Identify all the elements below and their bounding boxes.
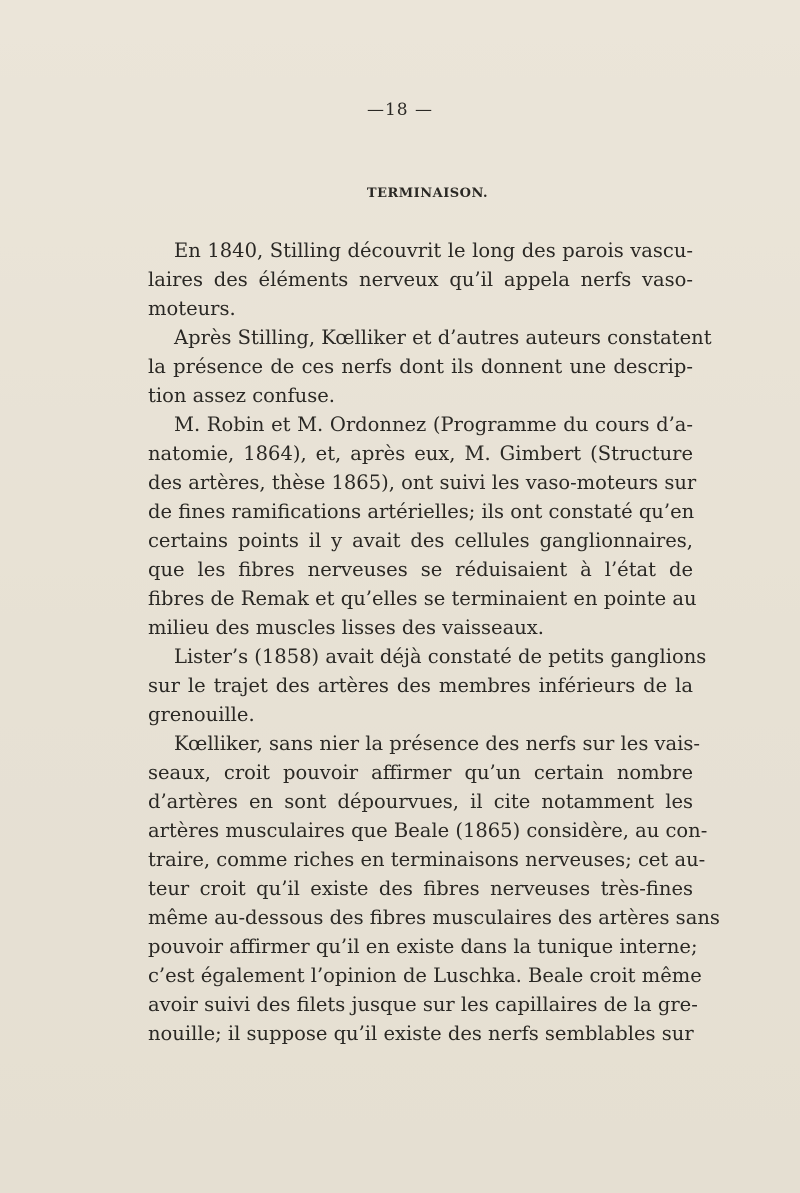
text-line: milieu des muscles lisses des vaisseaux. xyxy=(148,616,544,639)
text-line: nouille; il suppose qu’il existe des nerfs semblables sur xyxy=(148,1022,694,1045)
text-line: des artères, thèse 1865), ont suivi les vaso-moteurs sur xyxy=(148,471,697,494)
text-line: M. Robin et M. Ordonnez (Programme du cours d’a- xyxy=(174,413,693,436)
text-line: laires des éléments nerveux qu’il appela nerfs vaso- xyxy=(148,268,693,291)
text-line: artères musculaires que Beale (1865) considère, au con- xyxy=(148,819,708,842)
text-line: pouvoir affirmer qu’il en existe dans la tunique interne; xyxy=(148,935,698,958)
section-title: TERMINAISON. xyxy=(366,186,489,201)
text-line: c’est également l’opinion de Luschka. Beale croit même xyxy=(148,964,702,987)
text-line: seaux, croit pouvoir affirmer qu’un certain nombre xyxy=(148,761,693,784)
text-line: que les fibres nerveuses se réduisaient à l’état de xyxy=(148,558,693,581)
text-line: avoir suivi des filets jusque sur les capillaires de la gre- xyxy=(148,993,698,1016)
text-line: Kœlliker, sans nier la présence des nerfs sur les vais- xyxy=(174,732,701,755)
text-line: Lister’s (1858) avait déjà constaté de petits ganglions xyxy=(174,645,707,668)
text-line: sur le trajet des artères des membres inférieurs de la xyxy=(148,674,693,697)
text-line: tion assez confuse. xyxy=(148,384,335,407)
text-line: moteurs. xyxy=(148,297,236,320)
text-line: d’artères en sont dépourvues, il cite notamment les xyxy=(148,790,693,813)
text-line: fibres de Remak et qu’elles se terminaient en pointe au xyxy=(148,587,697,610)
text-line: certains points il y avait des cellules ganglionnaires, xyxy=(148,529,693,552)
page-number: —18 — xyxy=(366,100,434,120)
text-line: natomie, 1864), et, après eux, M. Gimbert (Structure xyxy=(148,442,693,465)
text-line: Après Stilling, Kœlliker et d’autres auteurs constatent xyxy=(174,326,712,349)
text-line: de fines ramifications artérielles; ils ont constaté qu’en xyxy=(148,500,695,523)
text-line: traire, comme riches en terminaisons nerveuses; cet au- xyxy=(148,848,706,871)
text-line: En 1840, Stilling découvrit le long des parois vascu- xyxy=(174,239,693,262)
text-line: grenouille. xyxy=(148,703,255,726)
text-line: la présence de ces nerfs dont ils donnent une descrip- xyxy=(148,355,693,378)
text-line: teur croit qu’il existe des fibres nerveuses très-fines xyxy=(148,877,693,900)
body-text xyxy=(148,236,720,1048)
text-line: même au-dessous des fibres musculaires des artères sans xyxy=(148,906,720,929)
